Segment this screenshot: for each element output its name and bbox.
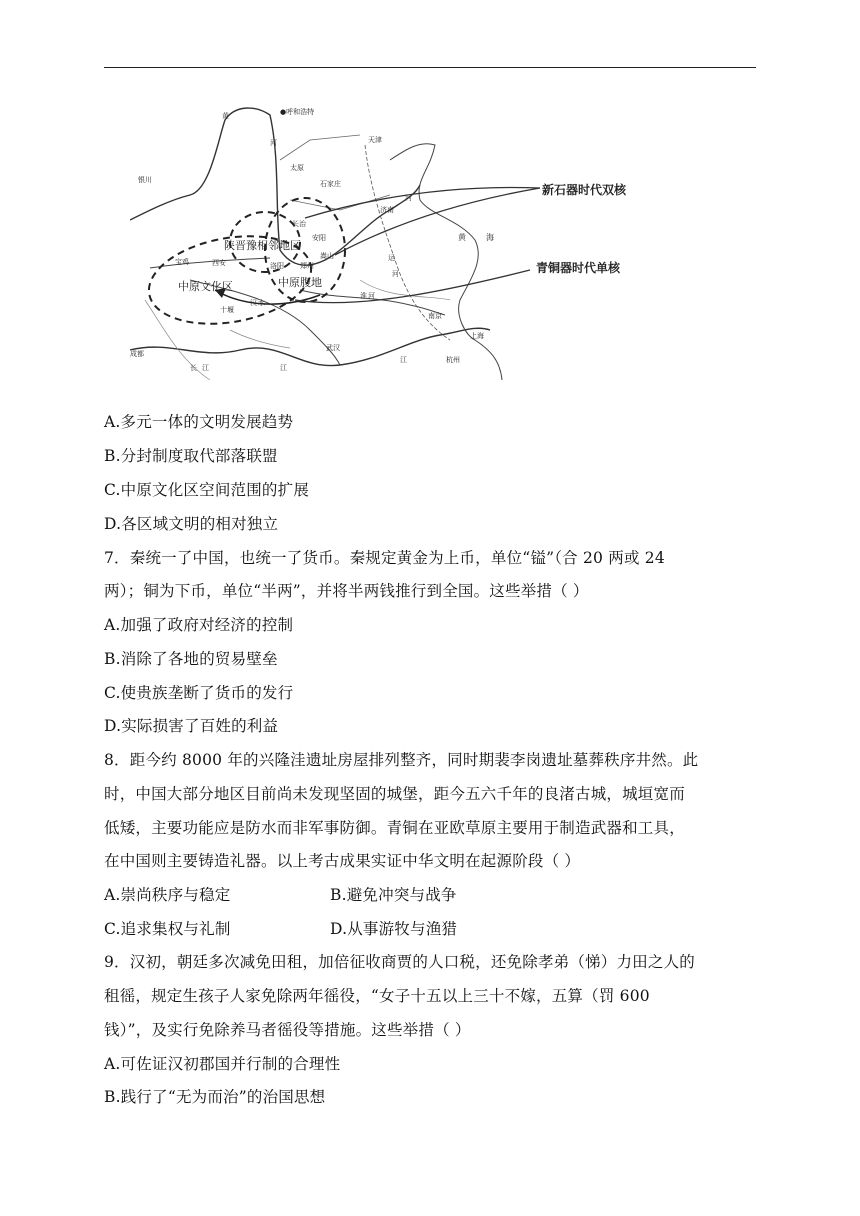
place-baoji: 宝鸡 xyxy=(175,258,189,266)
place-nanjing: 南京 xyxy=(428,312,442,320)
place-tianjin: 天津 xyxy=(368,136,382,144)
q6-option-b: B.分封制度取代部落联盟 xyxy=(104,447,278,465)
place-changzhi: 长治 xyxy=(292,220,306,228)
q9-stem-line3: 钱）”，及实行免除养马者徭役等措施。这些举措（ ） xyxy=(104,1021,471,1039)
sea-huang: 黄 xyxy=(458,233,466,242)
q7-option-d: D.实际损害了百姓的利益 xyxy=(104,717,279,735)
header-rule xyxy=(104,67,756,68)
label-zhongyuan-fudi: 中原腹地 xyxy=(278,276,322,289)
bronze-leader-line xyxy=(295,270,530,303)
river-char-label: 江 xyxy=(280,364,287,372)
place-wuhan: 武汉 xyxy=(326,344,340,352)
place-hangzhou: 杭州 xyxy=(446,356,460,364)
q7-stem-line1: 7．秦统一了中国，也统一了货币。秦规定黄金为上币，单位“镒”（合 20 两或 24 xyxy=(104,549,665,567)
q8-stem-line4: 在中国则主要铸造礼器。以上考古成果实证中华文明在起源阶段（ ） xyxy=(104,852,581,870)
sea-hai: 海 xyxy=(486,233,494,242)
place-zhengzhou: 郑州 xyxy=(300,262,314,270)
q6-option-c: C.中原文化区空间范围的扩展 xyxy=(104,481,310,499)
river-char-label: 河 xyxy=(270,139,277,147)
q8-option-b: B.避免冲突与战争 xyxy=(330,886,457,904)
q8-stem-line1: 8．距今约 8000 年的兴隆洼遗址房屋排列整齐，同时期裴李岗遗址墓葬秩序井然。此 xyxy=(104,751,699,769)
place-shiyan: 十堰 xyxy=(220,306,234,314)
q8-stem-line2: 时，中国大部分地区目前尚未发现坚固的城堡，距今五六千年的良渚古城，城垣宽而 xyxy=(104,785,685,803)
river-char-label: 河 xyxy=(405,194,412,202)
place-taiyuan: 太原 xyxy=(290,164,304,172)
place-chengdu: 成都 xyxy=(130,350,144,358)
river-char-label: 黄 xyxy=(222,112,229,120)
q8-stem-line3: 低矮，主要功能应是防水而非军事防御。青铜在亚欧草原主要用于制造武器和工具， xyxy=(104,819,685,837)
q7-option-b: B.消除了各地的贸易壁垒 xyxy=(104,650,278,668)
place-yinchuan: 银川 xyxy=(138,176,152,184)
place-shijiazhuang: 石家庄 xyxy=(320,180,341,188)
q8-option-a: A.崇尚秩序与稳定 xyxy=(104,886,231,904)
river-char-label: 长 xyxy=(190,364,197,372)
historical-map xyxy=(130,100,640,390)
place-luoyang: 洛阳 xyxy=(270,262,284,270)
q6-option-d: D.各区域文明的相对独立 xyxy=(104,515,279,533)
place-huhehaote: ●呼和浩特 xyxy=(280,108,315,116)
q8-option-d: D.从事游牧与渔猎 xyxy=(330,920,458,938)
river-char-label: 河 xyxy=(368,292,375,300)
annotation-neolithic: 新石器时代双核 xyxy=(542,183,627,197)
q9-option-b: B.践行了“无为而治”的治国思想 xyxy=(104,1088,326,1106)
river-char-label: 水 xyxy=(258,299,265,307)
label-shaanxi-jin-yu: 陕晋豫相邻地区 xyxy=(224,239,301,252)
place-shanghai: 上海 xyxy=(470,332,484,340)
river-char-label: 江 xyxy=(202,364,209,372)
q8-option-c: C.追求集权与礼制 xyxy=(104,920,231,938)
q9-stem-line2: 租徭，规定生孩子人家免除两年徭役，“女子十五以上三十不嫁，五算（罚 600 xyxy=(104,987,650,1005)
river-char-label: 淮 xyxy=(360,292,367,300)
label-zhongyuan-culture: 中原文化区 xyxy=(178,280,233,293)
q7-stem-line2: 两）；铜为下币，单位“半两”，并将半两钱推行到全国。这些举措（ ） xyxy=(104,582,589,600)
river-char-label: 汉 xyxy=(250,299,257,307)
place-songshan: 嵩山 xyxy=(320,252,334,260)
grand-canal xyxy=(365,145,450,340)
river-char-label: 江 xyxy=(400,356,407,364)
q7-option-c: C.使贵族垄断了货币的发行 xyxy=(104,684,294,702)
q9-stem-line1: 9．汉初，朝廷多次减免田租，加倍征收商贾的人口税，还免除孝弟（悌）力田之人的 xyxy=(104,953,695,971)
q9-option-a: A.可佐证汉初郡国并行制的合理性 xyxy=(104,1055,341,1073)
annotation-bronze: 青铜器时代单核 xyxy=(536,261,621,275)
river-char-label: 运 xyxy=(388,254,395,262)
yangtze-river xyxy=(130,328,490,365)
place-anyang: 安阳 xyxy=(312,234,326,242)
q6-option-a: A.多元一体的文明发展趋势 xyxy=(104,413,294,431)
q7-option-a: A.加强了政府对经济的控制 xyxy=(104,616,294,634)
neolithic-leader-line-2 xyxy=(335,188,540,255)
place-xian: 西安 xyxy=(212,259,226,267)
river-char-label: 河 xyxy=(392,270,399,278)
place-jinan: 济南 xyxy=(380,206,394,214)
